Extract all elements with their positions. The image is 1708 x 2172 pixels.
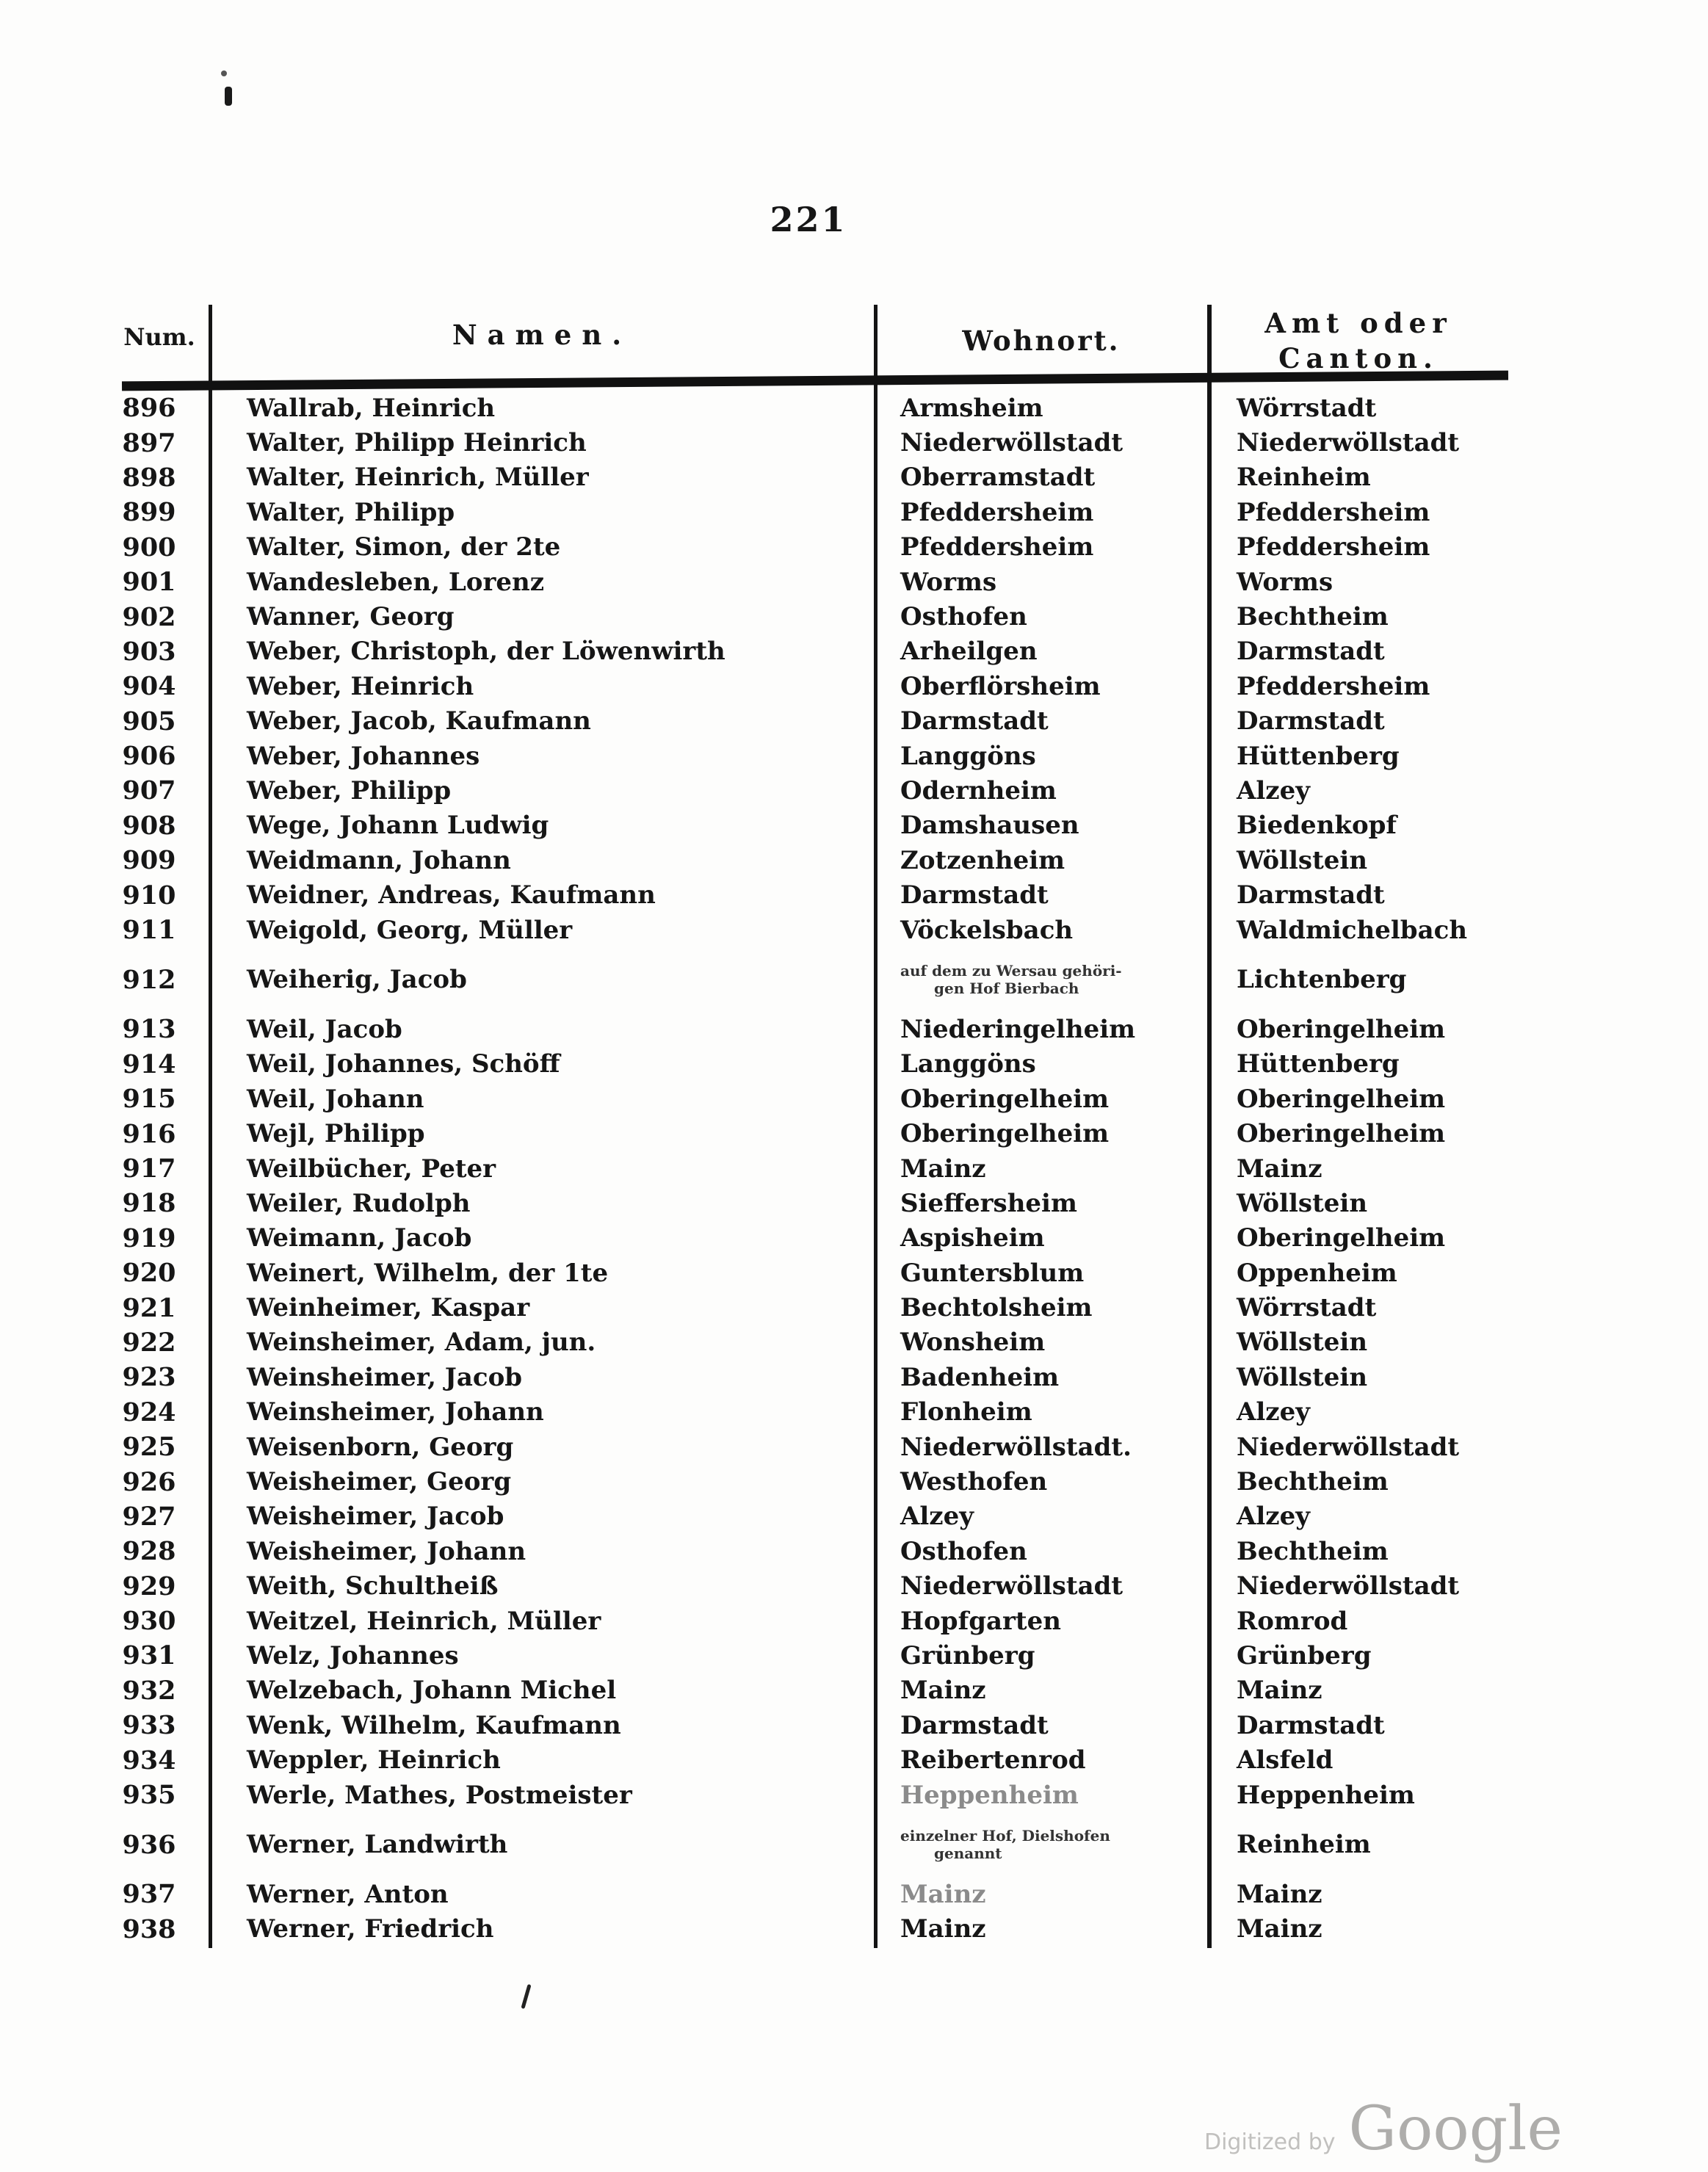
row-residence-note-line: gen Hof Bierbach <box>934 980 1079 998</box>
row-num: 901 <box>122 567 176 598</box>
row-residence-note <box>900 1827 1207 1862</box>
row-residence: Darmstadt <box>900 880 1049 911</box>
table-row <box>110 1186 1507 1220</box>
row-name: Weidmann, Johann <box>247 845 511 875</box>
table-row <box>110 1499 1507 1534</box>
row-name: Werner, Landwirth <box>247 1830 508 1860</box>
row-num: 910 <box>122 880 176 911</box>
row-district: Alzey <box>1237 1397 1310 1427</box>
column-header-names: Namen. <box>452 319 632 351</box>
row-name: Wejl, Philipp <box>247 1119 425 1149</box>
row-residence: Mainz <box>900 1676 986 1706</box>
row-residence: Oberflörsheim <box>900 671 1101 701</box>
row-district: Wöllstein <box>1237 1362 1368 1392</box>
row-name: Weber, Philipp <box>247 775 452 806</box>
row-num: 917 <box>122 1154 176 1184</box>
row-residence: Arheilgen <box>900 637 1038 667</box>
row-district: Bechtheim <box>1237 602 1389 632</box>
table-row <box>110 1256 1507 1290</box>
row-residence: Oberramstadt <box>900 463 1096 493</box>
row-num: 908 <box>122 810 176 841</box>
table-row <box>110 1708 1507 1742</box>
row-residence: Niederwöllstadt <box>900 1571 1123 1601</box>
row-district: Niederwöllstadt <box>1237 428 1460 458</box>
row-district: Lichtenberg <box>1237 965 1407 995</box>
row-num: 927 <box>122 1501 176 1532</box>
row-district: Wöllstein <box>1237 1328 1368 1358</box>
row-name: Weil, Johannes, Schöff <box>247 1049 560 1079</box>
row-name: Weinsheimer, Johann <box>247 1397 544 1427</box>
row-residence: Langgöns <box>900 1049 1036 1079</box>
row-residence: Guntersblum <box>900 1258 1085 1288</box>
row-num: 922 <box>122 1327 176 1358</box>
row-residence: Zotzenheim <box>900 845 1065 875</box>
row-num: 937 <box>122 1879 176 1910</box>
table-row <box>110 1778 1507 1812</box>
table-row <box>110 425 1507 460</box>
row-district: Bechtheim <box>1237 1467 1389 1497</box>
table-row <box>110 1812 1507 1877</box>
row-num: 916 <box>122 1118 176 1149</box>
table-row <box>110 704 1507 739</box>
row-num: 905 <box>122 706 176 736</box>
row-residence: Armsheim <box>900 393 1043 423</box>
row-district: Hüttenberg <box>1237 1049 1400 1079</box>
row-district: Wörrstadt <box>1237 393 1377 423</box>
row-residence: Aspisheim <box>900 1223 1045 1253</box>
row-num: 928 <box>122 1536 176 1567</box>
table-row <box>110 843 1507 877</box>
row-num: 938 <box>122 1914 176 1944</box>
row-num: 930 <box>122 1606 176 1637</box>
row-residence: Odernheim <box>900 775 1057 806</box>
table-row <box>110 1395 1507 1430</box>
row-num: 936 <box>122 1829 176 1860</box>
row-num: 903 <box>122 636 176 667</box>
row-name: Weber, Christoph, der Löwenwirth <box>247 637 725 667</box>
row-name: Weppler, Heinrich <box>247 1745 501 1775</box>
column-header-num: Num. <box>123 323 195 351</box>
page-number: 221 <box>770 200 847 239</box>
row-num: 932 <box>122 1675 176 1706</box>
table-row <box>110 739 1507 773</box>
table-row <box>110 460 1507 495</box>
table-row <box>110 1360 1507 1394</box>
table-row <box>110 1464 1507 1499</box>
table-row <box>110 669 1507 703</box>
row-district: Hüttenberg <box>1237 741 1400 771</box>
row-num: 918 <box>122 1188 176 1219</box>
table-row <box>110 1221 1507 1256</box>
table-row <box>110 1430 1507 1464</box>
row-district: Mainz <box>1237 1676 1322 1706</box>
row-name: Weinsheimer, Jacob <box>247 1362 523 1392</box>
row-district: Grünberg <box>1237 1640 1372 1670</box>
row-num: 920 <box>122 1258 176 1289</box>
row-name: Wege, Johann Ludwig <box>247 811 549 841</box>
row-residence: Langgöns <box>900 741 1036 771</box>
row-num: 931 <box>122 1640 176 1671</box>
row-name: Weil, Johann <box>247 1084 424 1114</box>
row-district: Worms <box>1237 567 1334 597</box>
row-num: 934 <box>122 1745 176 1775</box>
row-residence-note-line: auf dem zu Wersau gehöri- <box>900 962 1122 980</box>
row-residence: Wonsheim <box>900 1328 1046 1358</box>
row-name: Weinert, Wilhelm, der 1te <box>247 1258 609 1288</box>
row-district: Darmstadt <box>1237 880 1385 911</box>
column-header-residence: Wohnort. <box>962 325 1121 357</box>
row-residence <box>874 1827 1207 1862</box>
row-residence: Grünberg <box>900 1640 1035 1670</box>
row-num: 911 <box>122 915 176 946</box>
column-header-district-line2: Canton. <box>1278 342 1439 374</box>
row-name: Weiherig, Jacob <box>247 965 467 995</box>
row-name: Weidner, Andreas, Kaufmann <box>247 880 656 911</box>
row-num: 897 <box>122 427 176 458</box>
table-row <box>110 808 1507 843</box>
row-name: Werle, Mathes, Postmeister <box>247 1780 632 1810</box>
row-num: 914 <box>122 1049 176 1079</box>
row-name: Wenk, Wilhelm, Kaufmann <box>247 1710 621 1740</box>
row-district: Wöllstein <box>1237 1188 1368 1218</box>
row-residence: Oberingelheim <box>900 1084 1110 1114</box>
row-name: Wallrab, Heinrich <box>247 393 496 423</box>
row-num: 926 <box>122 1466 176 1497</box>
watermark <box>1204 2094 1563 2164</box>
table-row <box>110 1673 1507 1708</box>
row-name: Weil, Jacob <box>247 1014 402 1044</box>
table-row <box>110 495 1507 529</box>
row-num: 929 <box>122 1571 176 1601</box>
row-name: Werner, Anton <box>247 1879 449 1909</box>
table-row <box>110 1638 1507 1673</box>
row-num: 900 <box>122 532 176 562</box>
row-district: Alsfeld <box>1237 1745 1334 1775</box>
row-district: Pfeddersheim <box>1237 671 1430 701</box>
row-district: Darmstadt <box>1237 637 1385 667</box>
row-num: 902 <box>122 601 176 632</box>
row-district: Pfeddersheim <box>1237 497 1430 527</box>
google-logo: Google <box>1348 2094 1563 2164</box>
ink-speck <box>221 70 227 76</box>
row-residence: Heppenheim <box>900 1780 1079 1810</box>
row-num: 933 <box>122 1710 176 1741</box>
row-residence: Niederwöllstadt. <box>900 1432 1132 1462</box>
row-name: Weisheimer, Johann <box>247 1536 526 1566</box>
row-residence: Alzey <box>900 1502 974 1532</box>
row-name: Weisenborn, Georg <box>247 1432 514 1462</box>
table-row <box>110 565 1507 599</box>
row-num: 921 <box>122 1292 176 1323</box>
row-district: Mainz <box>1237 1914 1322 1944</box>
row-residence-note <box>900 962 1207 997</box>
ink-speck <box>521 1984 531 2009</box>
row-residence: Pfeddersheim <box>900 497 1094 527</box>
row-residence: Flonheim <box>900 1397 1032 1427</box>
row-district: Alzey <box>1237 775 1310 806</box>
row-district: Wörrstadt <box>1237 1293 1377 1323</box>
table-row <box>110 913 1507 947</box>
table-row <box>110 773 1507 808</box>
table-row <box>110 877 1507 912</box>
row-residence-note-line: einzelner Hof, Dielshofen <box>900 1827 1110 1845</box>
row-district: Reinheim <box>1237 1830 1371 1860</box>
row-residence: Oberingelheim <box>900 1119 1110 1149</box>
row-num: 913 <box>122 1014 176 1045</box>
row-residence: Vöckelsbach <box>900 915 1074 945</box>
table-row <box>110 1877 1507 1911</box>
ink-speck <box>225 87 232 106</box>
row-district: Alzey <box>1237 1502 1310 1532</box>
row-residence: Niederwöllstadt <box>900 428 1123 458</box>
row-residence: Mainz <box>900 1914 986 1944</box>
table-rows <box>110 391 1507 1947</box>
row-residence: Worms <box>900 567 997 597</box>
row-name: Weisheimer, Georg <box>247 1467 512 1497</box>
row-name: Walter, Simon, der 2te <box>247 532 561 562</box>
row-residence: Mainz <box>900 1879 986 1909</box>
row-residence-note-line: genannt <box>934 1845 1002 1863</box>
row-district: Pfeddersheim <box>1237 532 1430 562</box>
row-district: Romrod <box>1237 1606 1348 1636</box>
row-district: Oberingelheim <box>1237 1084 1446 1114</box>
row-district: Mainz <box>1237 1154 1322 1184</box>
row-name: Walter, Philipp <box>247 497 455 527</box>
row-num: 896 <box>122 393 176 424</box>
table-row <box>110 1534 1507 1568</box>
row-residence: Niederingelheim <box>900 1014 1136 1044</box>
row-name: Weber, Heinrich <box>247 671 474 701</box>
row-num: 899 <box>122 497 176 528</box>
table-row <box>110 1569 1507 1604</box>
table-row <box>110 1912 1507 1947</box>
table-row <box>110 1151 1507 1186</box>
table-row <box>110 634 1507 669</box>
row-num: 898 <box>122 462 176 493</box>
row-residence: Badenheim <box>900 1362 1060 1392</box>
row-name: Weisheimer, Jacob <box>247 1502 504 1532</box>
row-residence: Darmstadt <box>900 706 1049 736</box>
table-row <box>110 530 1507 565</box>
row-district: Wöllstein <box>1237 845 1368 875</box>
table-row <box>110 1604 1507 1638</box>
row-num: 909 <box>122 845 176 876</box>
row-residence: Darmstadt <box>900 1710 1049 1740</box>
column-header-district-line1: Amt oder <box>1264 307 1452 339</box>
row-residence: Bechtolsheim <box>900 1293 1093 1323</box>
row-name: Weiler, Rudolph <box>247 1188 471 1218</box>
row-residence: Damshausen <box>900 811 1079 841</box>
table-row <box>110 1012 1507 1046</box>
row-num: 924 <box>122 1397 176 1427</box>
row-num: 935 <box>122 1780 176 1811</box>
row-name: Welzebach, Johann Michel <box>247 1676 617 1706</box>
row-district: Niederwöllstadt <box>1237 1571 1460 1601</box>
row-district: Oberingelheim <box>1237 1223 1446 1253</box>
table-row <box>110 1742 1507 1777</box>
row-district: Oppenheim <box>1237 1258 1397 1288</box>
row-num: 919 <box>122 1223 176 1253</box>
row-num: 907 <box>122 775 176 806</box>
row-name: Weinheimer, Kaspar <box>247 1293 530 1323</box>
row-name: Wanner, Georg <box>247 602 455 632</box>
row-district: Niederwöllstadt <box>1237 1432 1460 1462</box>
table-row <box>110 1290 1507 1325</box>
table-row <box>110 1116 1507 1151</box>
column-header-district <box>1212 305 1505 376</box>
row-district: Waldmichelbach <box>1237 915 1468 945</box>
row-district: Mainz <box>1237 1879 1322 1909</box>
row-num: 912 <box>122 964 176 995</box>
table-row <box>110 391 1507 425</box>
table-row <box>110 1047 1507 1082</box>
row-name: Wandesleben, Lorenz <box>247 567 545 597</box>
row-name: Weber, Jacob, Kaufmann <box>247 706 591 736</box>
row-name: Weimann, Jacob <box>247 1223 472 1253</box>
table-row <box>110 1082 1507 1116</box>
row-name: Weith, Schultheiß <box>247 1571 499 1601</box>
row-residence: Mainz <box>900 1154 986 1184</box>
row-name: Weilbücher, Peter <box>247 1154 496 1184</box>
row-num: 925 <box>122 1432 176 1463</box>
table-row <box>110 1325 1507 1360</box>
row-residence: Sieffersheim <box>900 1188 1077 1218</box>
row-district: Darmstadt <box>1237 706 1385 736</box>
row-residence: Osthofen <box>900 1536 1027 1566</box>
row-district: Bechtheim <box>1237 1536 1389 1566</box>
row-name: Weinsheimer, Adam, jun. <box>247 1328 596 1358</box>
row-num: 904 <box>122 671 176 702</box>
row-district: Heppenheim <box>1237 1780 1415 1810</box>
row-name: Welz, Johannes <box>247 1640 459 1670</box>
row-residence: Westhofen <box>900 1467 1048 1497</box>
row-district: Darmstadt <box>1237 1710 1385 1740</box>
row-district: Biedenkopf <box>1237 811 1397 841</box>
row-name: Weitzel, Heinrich, Müller <box>247 1606 601 1636</box>
row-name: Walter, Philipp Heinrich <box>247 428 587 458</box>
row-residence: Reibertenrod <box>900 1745 1086 1775</box>
row-num: 915 <box>122 1084 176 1115</box>
row-district: Oberingelheim <box>1237 1119 1446 1149</box>
row-name: Werner, Friedrich <box>247 1914 494 1944</box>
row-residence <box>874 962 1207 997</box>
table-row <box>110 947 1507 1012</box>
row-district: Reinheim <box>1237 463 1371 493</box>
row-residence: Hopfgarten <box>900 1606 1061 1636</box>
table-row <box>110 599 1507 634</box>
row-residence: Pfeddersheim <box>900 532 1094 562</box>
row-num: 923 <box>122 1362 176 1393</box>
watermark-text: Digitized by <box>1204 2129 1336 2155</box>
row-name: Walter, Heinrich, Müller <box>247 463 589 493</box>
row-residence: Osthofen <box>900 602 1027 632</box>
row-name: Weber, Johannes <box>247 741 480 771</box>
row-num: 906 <box>122 741 176 772</box>
row-name: Weigold, Georg, Müller <box>247 915 573 945</box>
row-district: Oberingelheim <box>1237 1014 1446 1044</box>
